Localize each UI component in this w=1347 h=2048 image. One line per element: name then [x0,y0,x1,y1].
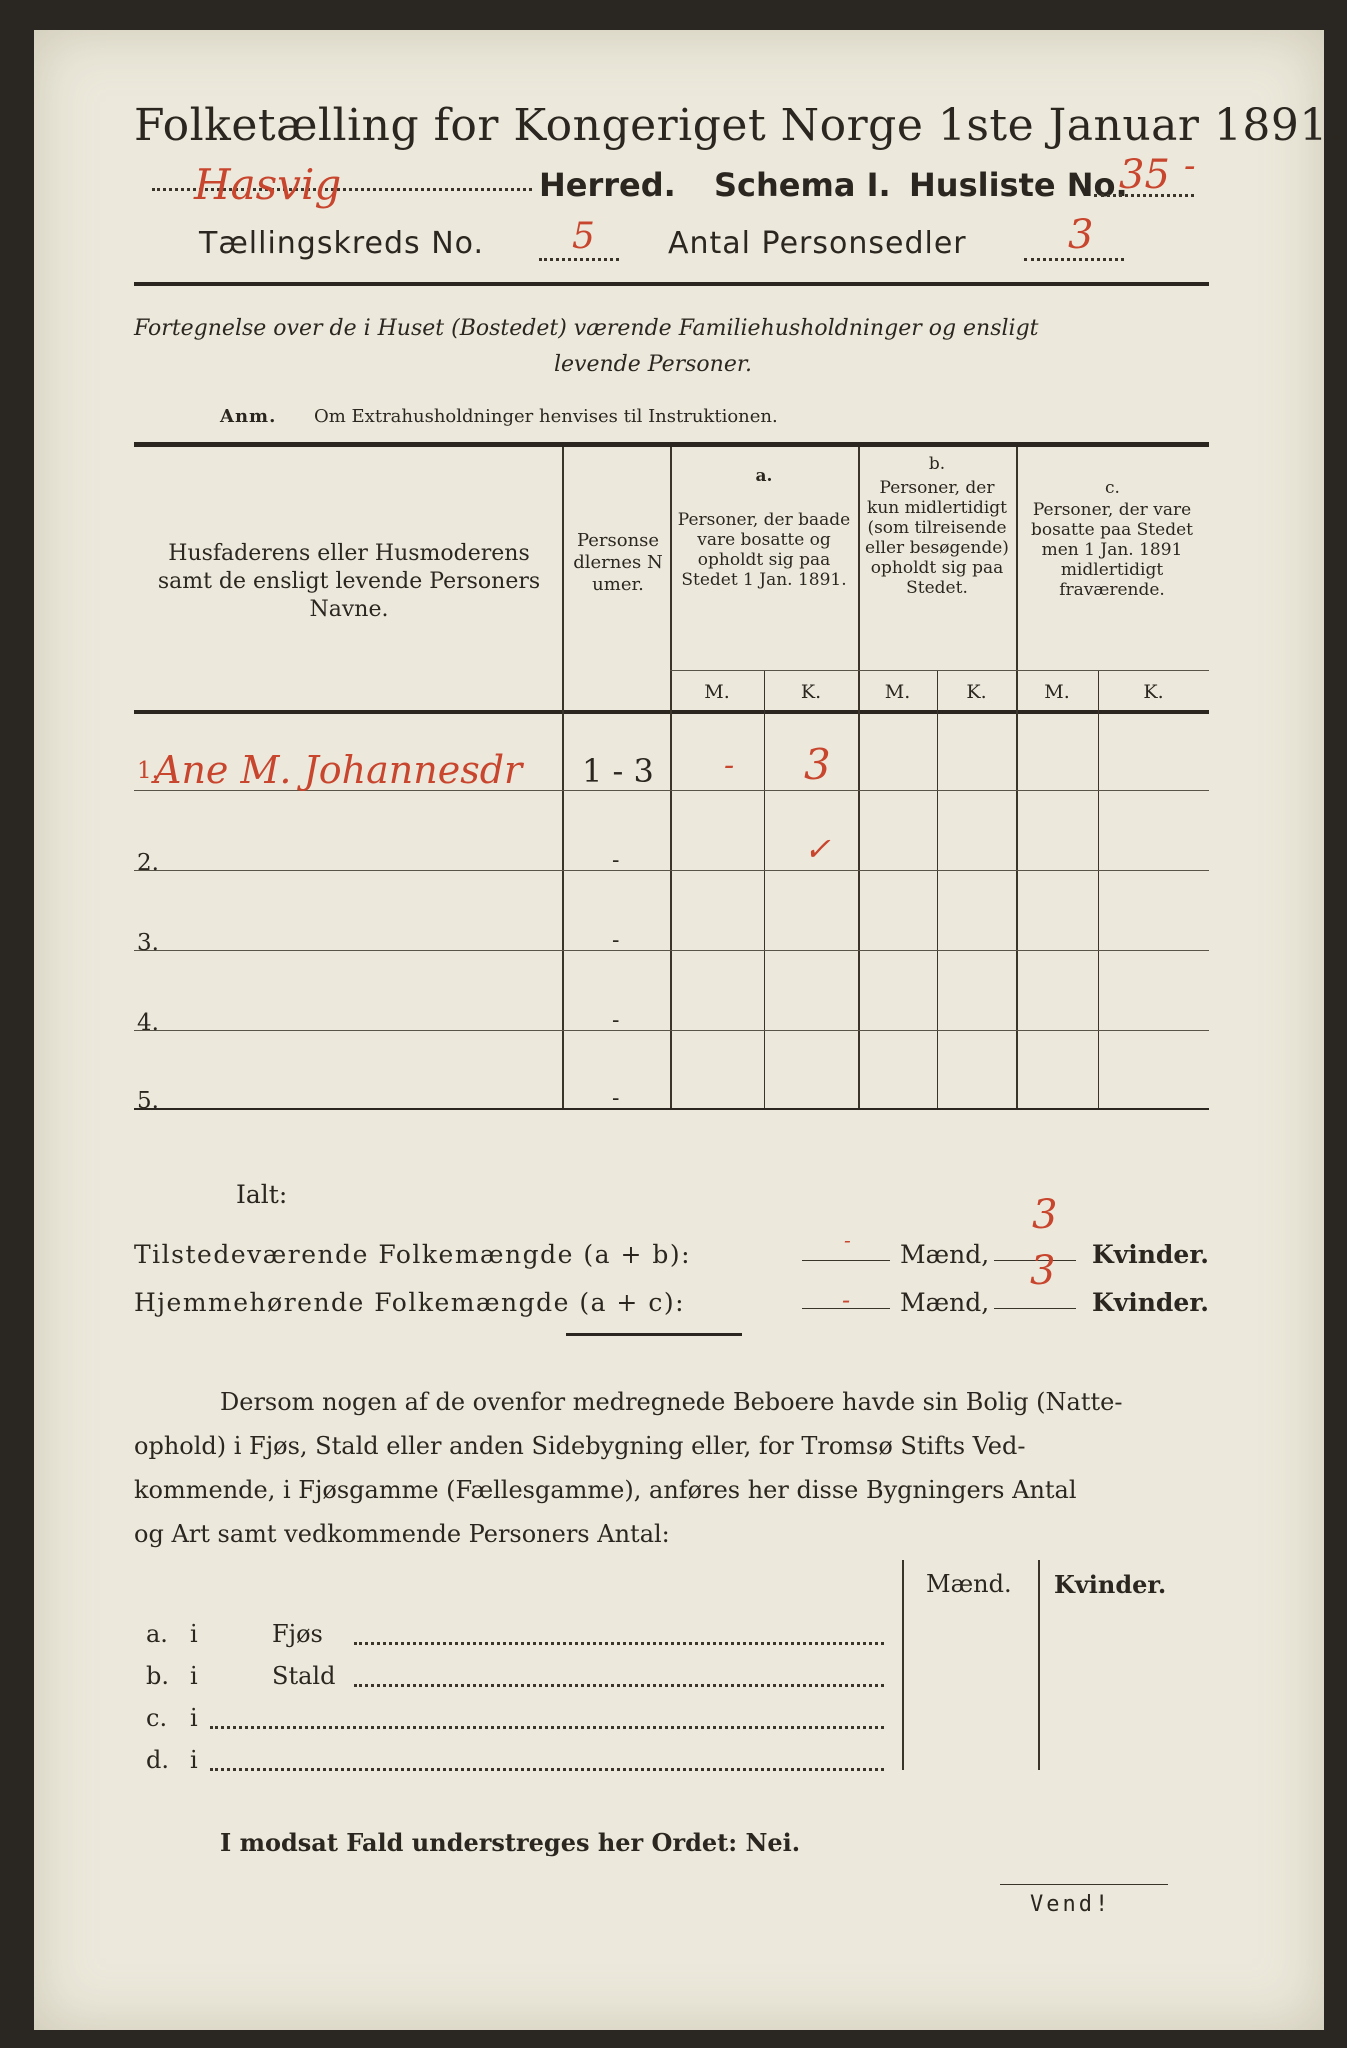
col-divider-am [764,670,765,1108]
row-4-rule [134,1030,1209,1031]
row-a-k: 3 [804,740,831,789]
kreds-value: 5 [572,216,595,257]
col-header-num: Personsedlernes Numer. [573,530,663,595]
col-divider-name [562,447,564,1108]
tilstede-label: Tilstedeværende Folkemængde (a + b): [134,1240,692,1269]
row-number: 3. [137,930,159,956]
row-3-rule [134,950,1209,951]
husliste-value: 35 [1119,152,1170,198]
intro-line-1: Fortegnelse over de i Huset (Bostedet) værende Familiehusholdninger og ensligt [134,316,1039,341]
hjemme-k-line [994,1308,1076,1309]
outbuilding-row-b-letter: b. [146,1662,169,1690]
col-divider-cm [1098,670,1099,1108]
herred-label: Herred. [539,166,676,204]
outbuilding-row-b-i: i [190,1662,198,1690]
row-a-m: - [724,748,735,783]
col-header-a: Personer, der baade vare bosatte og opholdt sig paa Stedet 1 Jan. 1891. [677,510,851,590]
row-num: - [612,928,620,953]
form-title: Folketælling for Kongeriget Norge 1ste Januar 1891. [134,100,1343,151]
row-2-rule [134,870,1209,871]
outbuilding-row-d-letter: d. [146,1746,169,1774]
outbuilding-row-c-i: i [190,1704,198,1732]
col-header-b: Personer, der kun midlertidigt (som tilreisende eller besøgende) opholdt sig paa Stedet. [865,478,1009,598]
outbuilding-row-b-label: Stald [272,1662,336,1690]
kreds-label: Tællingskreds No. [199,226,484,261]
tilstede-m-line [802,1260,890,1261]
tilstede-m-value: - [844,1228,851,1252]
antal-dotted-line [1024,258,1124,261]
outbuilding-row-d-dots [210,1768,884,1771]
row-num: - [612,1008,620,1033]
husliste-dash: - [1184,146,1196,186]
section-divider [566,1333,742,1336]
outbuildings-para-1: Dersom nogen af de ovenfor medregnede Beboere havde sin Bolig (Natte- [220,1388,1123,1416]
hjemme-k-value: 3 [1030,1248,1056,1294]
outbuildings-col-k: Kvinder. [1054,1570,1167,1599]
col-divider-bm [937,670,938,1108]
outbuildings-para-2: ophold) i Fjøs, Stald eller anden Sidebygning eller, for Tromsø Stifts Ved- [134,1432,1026,1460]
vend-line [1000,1884,1168,1885]
hjemme-label: Hjemmehørende Folkemængde (a + c): [134,1288,685,1317]
outbuilding-row-c-letter: c. [146,1704,168,1732]
outbuilding-row-a-i: i [190,1620,198,1648]
husliste-label: Husliste No. [909,166,1128,204]
col-header-c: Personer, der vare bosatte paa Stedet men 1 Jan. 1891 midlertidigt fraværende. [1031,500,1193,600]
outbuilding-row-c-dots [210,1726,884,1729]
outbuildings-divider-1 [902,1560,904,1770]
row-num: - [612,848,620,873]
hjemme-kvinder: Kvinder. [1092,1288,1209,1317]
outbuilding-row-d-i: i [190,1746,198,1774]
b-k-header: K. [966,681,987,703]
herred-value: Hasvig [194,160,342,209]
a-k-header: K. [800,681,822,703]
col-divider-a [858,447,860,1108]
outbuilding-row-a-letter: a. [146,1620,168,1648]
kreds-dotted-line [539,258,619,261]
anm-label: Anm. [220,406,277,427]
mk-subheader-rule [670,670,1209,671]
hjemme-m-value: - [842,1286,851,1314]
b-m-header: M. [884,681,911,703]
a-m-header: M. [704,681,730,703]
header-divider [134,282,1209,286]
antal-label: Antal Personsedler [668,226,967,261]
col-header-a-letter: a. [755,466,773,486]
outbuilding-row-a-dots [354,1642,884,1645]
anm-text: Om Extrahusholdninger henvises til Instruktionen. [314,406,778,427]
row-number: 5. [137,1088,159,1114]
col-header-b-letter: b. [928,454,946,474]
row-name: Ane M. Johannesdr [154,748,523,792]
row-num: 1 - 3 [582,752,654,790]
outbuildings-divider-2 [1038,1560,1040,1770]
col-header-name: Husfaderens eller Husmoderens samt de ensligt levende Personers Navne. [157,541,541,622]
hjemme-maend: Mænd, [900,1288,990,1317]
col-divider-num [670,447,672,1108]
outbuilding-row-a-label: Fjøs [272,1620,323,1648]
antal-value: 3 [1068,212,1094,258]
col-header-c-letter: c. [1105,478,1120,498]
vend-label: Vend! [1030,1892,1112,1917]
census-form-sheet [34,30,1343,2030]
tilstede-k-value: 3 [1032,1192,1058,1238]
row-num: - [612,1086,620,1111]
row-number: 2. [137,850,159,876]
schema-label: Schema I. [714,166,891,204]
tilstede-kvinder: Kvinder. [1092,1240,1209,1269]
row-number: 1. [137,758,159,784]
col-divider-b [1016,447,1018,1108]
outbuildings-col-m: Mænd. [926,1570,1012,1598]
footer-note: I modsat Fald understreges her Ordet: Nei. [220,1828,801,1857]
outbuildings-para-4: og Art samt vedkommende Personers Antal: [134,1520,670,1548]
c-m-header: M. [1044,681,1070,703]
row-number: 4. [137,1010,159,1036]
row-a-k-check: ✓ [804,830,831,868]
outbuildings-para-3: kommende, i Fjøsgamme (Fællesgamme), anføres her disse Bygningers Antal [134,1476,1077,1504]
c-k-header: K. [1143,681,1164,703]
ialt-label: Ialt: [236,1180,288,1209]
outbuilding-row-b-dots [354,1684,884,1687]
intro-line-2: levende Personer. [554,352,752,377]
tilstede-maend: Mænd, [900,1240,990,1269]
table-bottom-rule [134,1108,1209,1110]
